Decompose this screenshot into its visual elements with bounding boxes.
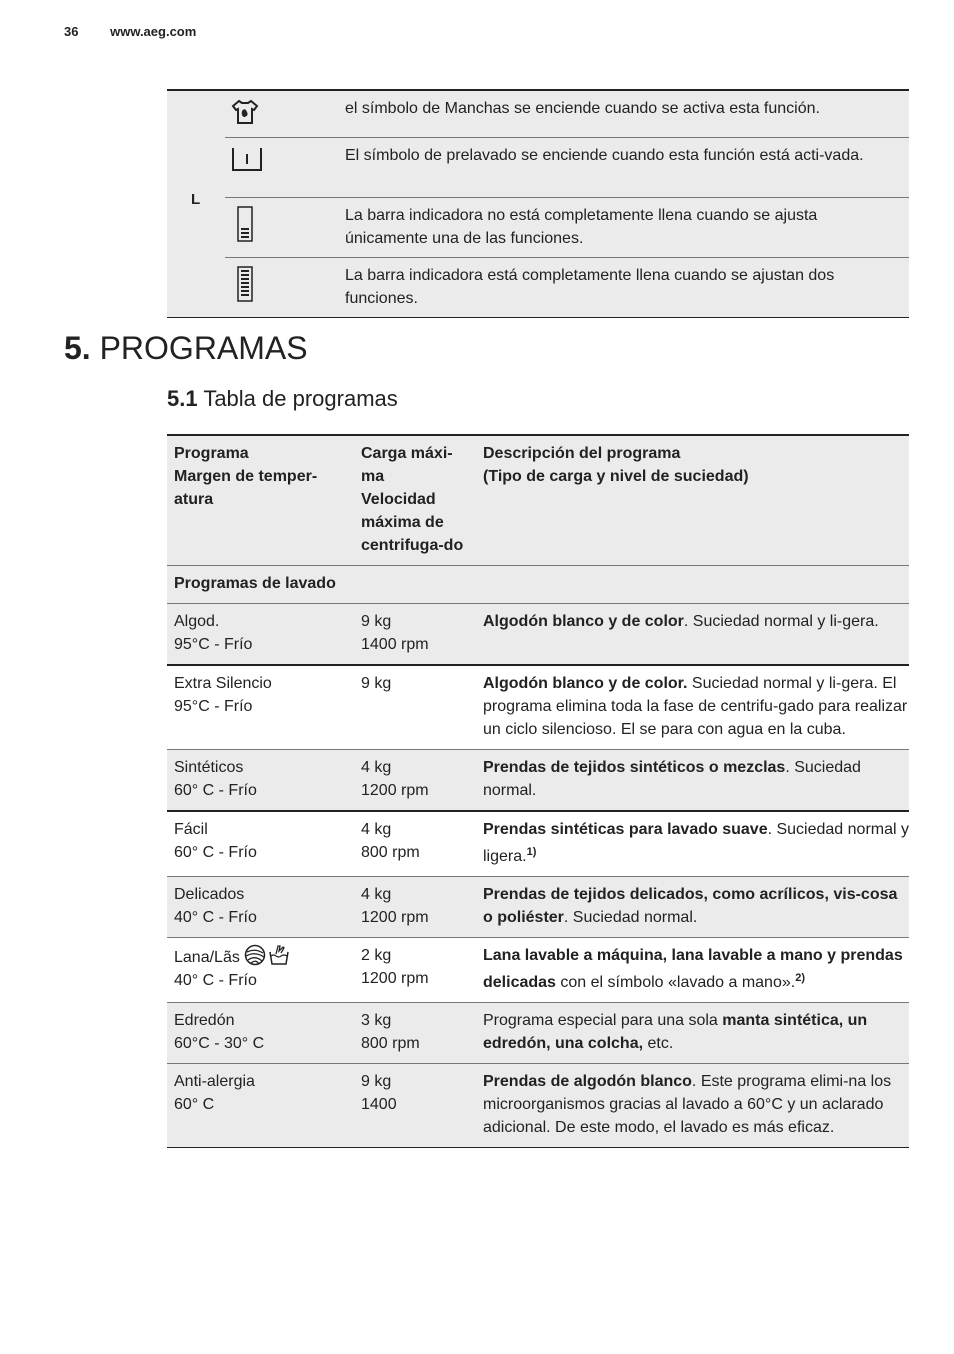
header-descripcion: Descripción del programa: [483, 445, 681, 462]
header-temperatura: Margen de temper-atura: [174, 468, 318, 508]
footnote-ref: 2): [795, 972, 805, 984]
program-speed: 800 rpm: [361, 1035, 420, 1052]
program-speed: 1400 rpm: [361, 636, 429, 653]
program-name: Extra Silencio: [174, 675, 272, 692]
program-speed: 1200 rpm: [361, 909, 429, 926]
indicator-label-cell: [167, 91, 225, 317]
program-speed: 800 rpm: [361, 844, 420, 861]
program-name-line: [174, 944, 348, 969]
table-header-row: [167, 436, 909, 566]
section-row: Programas de lavado: [167, 566, 909, 604]
bar-full-icon: [237, 266, 253, 302]
indicator-row: [225, 258, 909, 317]
program-description: Prendas de tejidos sintéticos o mezclas. Suciedad normal.: [483, 759, 861, 799]
program-load: 9 kg: [361, 1073, 392, 1090]
program-load: 9 kg: [361, 675, 392, 692]
table-row: [167, 1064, 909, 1147]
indicator-row: [225, 138, 909, 198]
programs-table: [167, 434, 909, 1148]
table-row: [167, 750, 909, 812]
program-speed: 1200 rpm: [361, 782, 429, 799]
program-temp: 40° C - Frío: [174, 972, 257, 989]
site-url: www.aeg.com: [110, 24, 197, 39]
table-row: [167, 812, 909, 877]
program-speed: 1400: [361, 1096, 397, 1113]
program-load: 3 kg: [361, 1012, 392, 1029]
program-temp: 40° C - Frío: [174, 909, 257, 926]
table-row: [167, 938, 909, 1003]
program-load: 4 kg: [361, 821, 392, 838]
program-description: Programa especial para una sola manta sintética, un edredón, una colcha, etc.: [483, 1012, 868, 1052]
wool-ball-icon: [244, 944, 266, 966]
program-load: 4 kg: [361, 886, 392, 903]
program-description: Algodón blanco y de color. Suciedad normal y li-gera. El programa elimina toda la fase de centrifu-gado para realizar un ciclo silencioso. El se para con agua en la cuba.: [483, 675, 908, 738]
indicator-table: [167, 89, 909, 318]
header-carga: Carga máxi-ma: [361, 445, 453, 485]
program-load: 4 kg: [361, 759, 392, 776]
table-row: [167, 666, 909, 750]
prewash-tub-icon: [231, 146, 263, 172]
program-temp: 60°C - 30° C: [174, 1035, 265, 1052]
page-header: [64, 24, 224, 39]
header-tipo: (Tipo de carga y nivel de suciedad): [483, 468, 749, 485]
table-row: [167, 1003, 909, 1064]
program-name: Anti-alergia: [174, 1073, 255, 1090]
program-description: Prendas de tejidos delicados, como acrílicos, vis-cosa o poliéster. Suciedad normal.: [483, 886, 898, 926]
stain-shirt-icon: [231, 99, 259, 125]
indicator-text: el símbolo de Manchas se enciende cuando se activa esta función.: [345, 100, 820, 117]
program-speed: 1200 rpm: [361, 970, 429, 987]
program-description: Prendas de algodón blanco. Este programa elimi-na los microorganismos gracias al lavado a 60°C y un aclarado adicional. De este modo, el lavado es más eficaz.: [483, 1073, 892, 1136]
program-name: Edredón: [174, 1012, 235, 1029]
program-temp: 60° C - Frío: [174, 844, 257, 861]
program-load: 2 kg: [361, 947, 392, 964]
header-velocidad: Velocidad máxima de centrifuga-do: [361, 491, 464, 554]
indicator-text: El símbolo de prelavado se enciende cuando esta función está acti-vada.: [345, 147, 864, 164]
program-load: 9 kg: [361, 613, 392, 630]
indicator-label: L: [191, 191, 201, 208]
program-temp: 95°C - Frío: [174, 636, 253, 653]
subsection-heading: 5.1 Tabla de programas: [167, 386, 398, 411]
program-description: Lana lavable a máquina, lana lavable a mano y prendas delicadas con el símbolo «lavado a mano».$^{2)}$: [483, 947, 903, 991]
header-programa: Programa: [174, 445, 249, 462]
indicator-text: La barra indicadora no está completamente llena cuando se ajusta únicamente una de las funciones.: [345, 207, 818, 247]
program-temp: 60° C: [174, 1096, 215, 1113]
table-row: [167, 877, 909, 938]
program-description: Algodón blanco y de color. Suciedad normal y li-gera.: [483, 613, 879, 630]
table-row: [167, 604, 909, 666]
program-temp: 95°C - Frío: [174, 698, 253, 715]
program-temp: 60° C - Frío: [174, 782, 257, 799]
bar-half-icon: [237, 206, 253, 242]
program-name: Lana/Lãs: [174, 949, 240, 966]
program-name: Fácil: [174, 821, 208, 838]
indicator-text: La barra indicadora está completamente llena cuando se ajustan dos funciones.: [345, 267, 835, 307]
program-description: Prendas sintéticas para lavado suave. Suciedad normal y ligera.$^{1)}$: [483, 821, 909, 865]
indicator-row: [225, 198, 909, 258]
section-heading: 5. PROGRAMAS: [64, 330, 308, 366]
program-name: Sintéticos: [174, 759, 244, 776]
indicator-row: [225, 91, 909, 138]
footnote-ref: 1): [526, 846, 537, 858]
page-number: 36: [64, 24, 79, 39]
hand-wash-icon: [268, 944, 290, 966]
program-name: Algod.: [174, 613, 220, 630]
program-name: Delicados: [174, 886, 245, 903]
